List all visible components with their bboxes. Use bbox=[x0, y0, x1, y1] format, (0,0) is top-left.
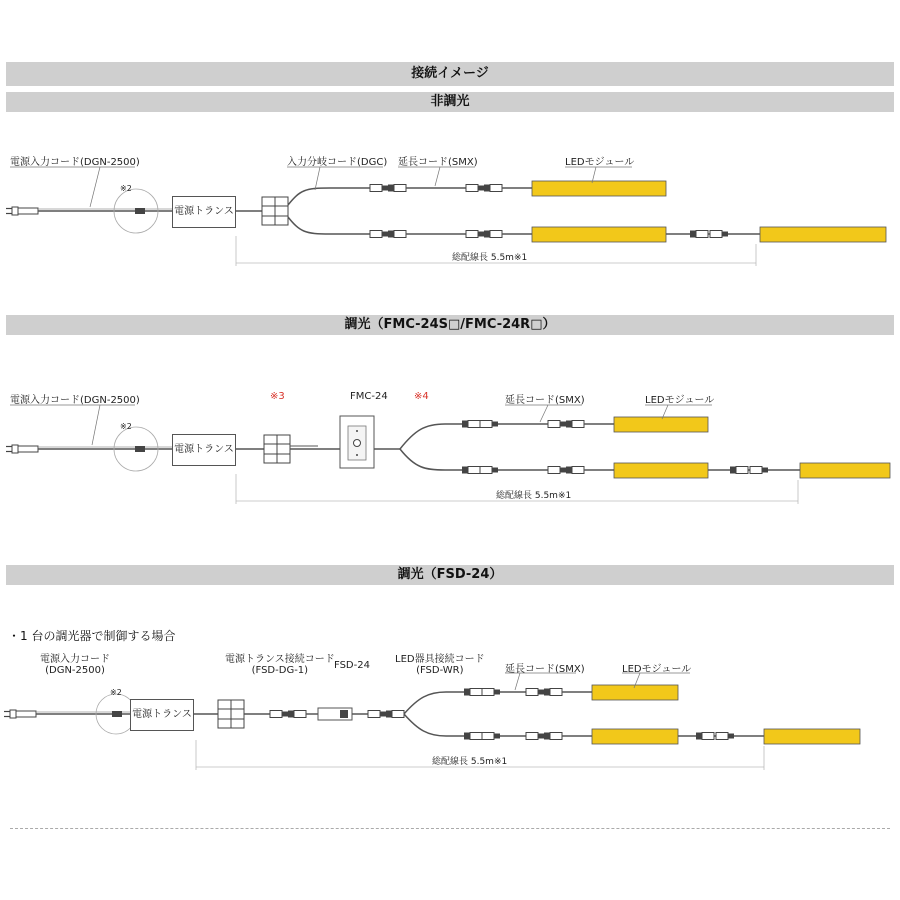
transformer-cord-label-line1: 電源トランス接続コード bbox=[225, 654, 335, 665]
power-plug-icon bbox=[4, 710, 36, 718]
note3-label: ※3 bbox=[270, 391, 285, 402]
power-cord-label-line2: (DGN-2500) bbox=[45, 665, 105, 676]
note2-label: ※2 bbox=[120, 422, 132, 431]
led-module-label: LEDモジュール bbox=[645, 395, 715, 406]
power-cord-label: 電源入力コード(DGN-2500) bbox=[10, 157, 140, 168]
led-module bbox=[764, 729, 860, 744]
power-cord-label: 電源入力コード(DGN-2500) bbox=[10, 395, 140, 406]
transformer-cord-label-line2: (FSD-DG-1) bbox=[251, 665, 309, 676]
section2-title-bar: 調光（FMC-24S□/FMC-24R□） bbox=[6, 315, 894, 335]
total-length-label: 総配線長 5.5m※1 bbox=[496, 491, 572, 501]
note2-label: ※2 bbox=[110, 688, 122, 697]
section1-title-bar: 非調光 bbox=[6, 92, 894, 112]
total-length-label: 総配線長 5.5m※1 bbox=[452, 253, 528, 263]
total-length-label: 総配線長 5.5m※1 bbox=[432, 757, 508, 767]
transformer-cord-label bbox=[225, 650, 335, 676]
led-module bbox=[760, 227, 886, 242]
note4-label: ※4 bbox=[414, 391, 429, 402]
led-module bbox=[532, 227, 666, 242]
single-dimmer-note: ・1 台の調光器で制御する場合 bbox=[8, 629, 176, 643]
power-cord-label bbox=[40, 650, 110, 676]
header-title-bar: 接続イメージ bbox=[6, 62, 894, 86]
led-module bbox=[592, 729, 678, 744]
power-plug-icon bbox=[6, 207, 38, 215]
section2-drawing bbox=[6, 416, 890, 504]
extension-cord-label: 延長コード(SMX) bbox=[398, 157, 478, 168]
led-module bbox=[532, 181, 666, 196]
note2-label: ※2 bbox=[120, 184, 132, 193]
terminal-block-icon bbox=[264, 435, 290, 463]
led-module bbox=[592, 685, 678, 700]
terminal-block-icon bbox=[218, 700, 244, 728]
section1-drawing bbox=[6, 181, 886, 266]
transformer-box: 電源トランス bbox=[172, 196, 236, 228]
power-cord-label-line1: 電源入力コード bbox=[40, 654, 110, 665]
extension-cord-label: 延長コード(SMX) bbox=[505, 664, 585, 675]
led-module bbox=[800, 463, 890, 478]
branch-cord-label: 入力分岐コード(DGC) bbox=[287, 157, 388, 168]
led-module-label: LEDモジュール bbox=[622, 664, 692, 675]
section3-title-bar: 調光（FSD-24） bbox=[6, 565, 894, 585]
extension-cord-label: 延長コード(SMX) bbox=[505, 395, 585, 406]
led-cord-label-line2: (FSD-WR) bbox=[416, 665, 464, 676]
led-module bbox=[614, 463, 708, 478]
led-module-label: LEDモジュール bbox=[565, 157, 635, 168]
transformer-box: 電源トランス bbox=[130, 699, 194, 731]
fmc-controller-label: FMC-24 bbox=[350, 391, 388, 402]
bottom-divider bbox=[10, 828, 890, 829]
led-cord-label bbox=[395, 650, 485, 676]
led-module bbox=[614, 417, 708, 432]
transformer-box: 電源トランス bbox=[172, 434, 236, 466]
led-cord-label-line1: LED器具接続コード bbox=[395, 654, 485, 665]
power-plug-icon bbox=[6, 445, 38, 453]
fsd-dimmer-label: FSD-24 bbox=[334, 660, 370, 671]
terminal-block-icon bbox=[262, 197, 288, 225]
